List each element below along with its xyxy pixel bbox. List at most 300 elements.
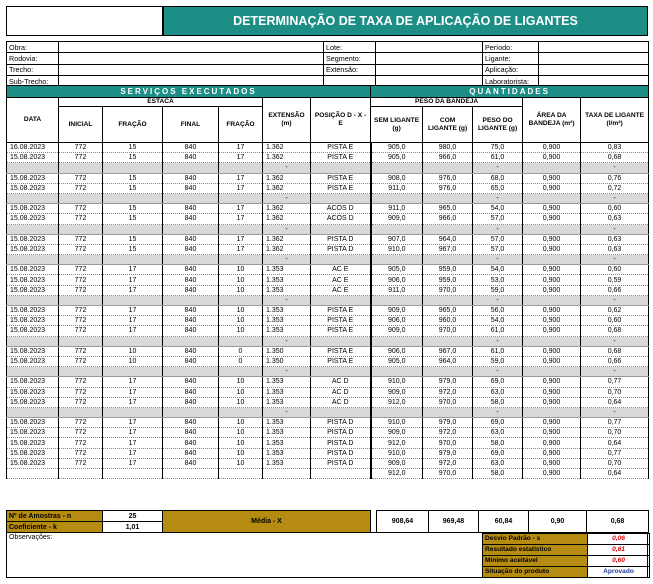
table-cell[interactable]: 907,0 <box>371 234 423 244</box>
table-cell[interactable]: 0,76 <box>581 173 649 183</box>
table-cell[interactable]: 1.362 <box>263 244 311 254</box>
table-cell[interactable]: ACOS D <box>311 214 371 224</box>
table-cell[interactable]: 17 <box>103 418 163 428</box>
table-cell[interactable]: 15.08.2023 <box>7 244 59 254</box>
table-cell[interactable]: 15 <box>103 173 163 183</box>
table-cell[interactable]: 0,68 <box>581 326 649 336</box>
table-cell[interactable]: 58,0 <box>473 438 523 448</box>
table-cell[interactable]: 772 <box>59 438 103 448</box>
table-cell[interactable]: 65,0 <box>473 183 523 193</box>
table-cell[interactable]: 0,900 <box>523 448 581 458</box>
table-cell[interactable]: 15 <box>103 143 163 153</box>
table-cell[interactable]: 840 <box>163 316 219 326</box>
table-cell[interactable]: 10 <box>219 275 263 285</box>
table-cell[interactable]: 57,0 <box>473 244 523 254</box>
table-cell[interactable]: 17 <box>103 438 163 448</box>
table-cell[interactable]: 0 <box>219 346 263 356</box>
table-cell[interactable]: 0,64 <box>581 469 649 479</box>
table-cell[interactable]: 10 <box>219 377 263 387</box>
table-cell[interactable]: 840 <box>163 418 219 428</box>
table-cell[interactable]: 0,900 <box>523 275 581 285</box>
table-cell[interactable]: 10 <box>219 448 263 458</box>
table-cell[interactable]: 69,0 <box>473 418 523 428</box>
table-cell[interactable]: 61,0 <box>473 153 523 163</box>
table-cell[interactable]: 15.08.2023 <box>7 306 59 316</box>
table-cell[interactable]: 10 <box>219 306 263 316</box>
table-cell[interactable]: 0,900 <box>523 387 581 397</box>
table-cell[interactable]: 772 <box>59 153 103 163</box>
table-cell[interactable]: 905,0 <box>371 153 423 163</box>
table-cell[interactable]: 772 <box>59 173 103 183</box>
table-cell[interactable]: 772 <box>59 316 103 326</box>
table-cell[interactable]: 972,0 <box>423 458 473 468</box>
table-cell[interactable]: 1.362 <box>263 183 311 193</box>
table-cell[interactable]: 15.08.2023 <box>7 438 59 448</box>
table-cell[interactable]: 772 <box>59 285 103 295</box>
table-cell[interactable]: 15 <box>103 234 163 244</box>
table-cell[interactable]: 909,0 <box>371 214 423 224</box>
table-cell[interactable]: 10 <box>219 428 263 438</box>
table-cell[interactable]: 0,900 <box>523 356 581 366</box>
table-cell[interactable]: 15.08.2023 <box>7 183 59 193</box>
table-cell[interactable]: 15.08.2023 <box>7 316 59 326</box>
table-cell[interactable]: 15.08.2023 <box>7 204 59 214</box>
table-cell[interactable]: 980,0 <box>423 143 473 153</box>
table-cell[interactable]: 772 <box>59 346 103 356</box>
table-cell[interactable]: 0,900 <box>523 346 581 356</box>
table-cell[interactable]: 53,0 <box>473 275 523 285</box>
table-cell[interactable]: 61,0 <box>473 326 523 336</box>
table-cell[interactable]: 56,0 <box>473 306 523 316</box>
table-cell[interactable]: 964,0 <box>423 234 473 244</box>
table-cell[interactable]: 772 <box>59 326 103 336</box>
table-cell[interactable]: 772 <box>59 234 103 244</box>
table-cell[interactable]: 0,900 <box>523 326 581 336</box>
table-cell[interactable]: 1.362 <box>263 234 311 244</box>
table-cell[interactable]: 17 <box>103 428 163 438</box>
table-cell[interactable]: 840 <box>163 448 219 458</box>
table-cell[interactable]: 910,0 <box>371 448 423 458</box>
table-cell[interactable]: 970,0 <box>423 397 473 407</box>
table-cell[interactable]: 909,0 <box>371 458 423 468</box>
table-cell[interactable]: 906,0 <box>371 316 423 326</box>
table-cell[interactable] <box>7 469 59 479</box>
table-cell[interactable]: 840 <box>163 204 219 214</box>
table-cell[interactable]: 840 <box>163 326 219 336</box>
table-cell[interactable]: PISTA E <box>311 346 371 356</box>
table-cell[interactable]: 0,83 <box>581 143 649 153</box>
table-cell[interactable]: 15.08.2023 <box>7 387 59 397</box>
table-cell[interactable]: 17 <box>103 448 163 458</box>
table-cell[interactable]: 1.353 <box>263 438 311 448</box>
table-cell[interactable]: 58,0 <box>473 469 523 479</box>
table-cell[interactable]: 1.362 <box>263 173 311 183</box>
table-cell[interactable]: 840 <box>163 173 219 183</box>
table-cell[interactable]: 10 <box>219 418 263 428</box>
table-cell[interactable]: PISTA D <box>311 438 371 448</box>
table-cell[interactable]: 10 <box>219 265 263 275</box>
table-cell[interactable]: 10 <box>219 438 263 448</box>
table-cell[interactable]: 0,900 <box>523 244 581 254</box>
table-cell[interactable]: 17 <box>103 326 163 336</box>
table-cell[interactable]: 976,0 <box>423 173 473 183</box>
table-cell[interactable]: 0,64 <box>581 438 649 448</box>
table-cell[interactable]: 1.350 <box>263 346 311 356</box>
table-cell[interactable]: 772 <box>59 448 103 458</box>
table-cell[interactable]: 0,72 <box>581 183 649 193</box>
table-cell[interactable]: PISTA E <box>311 153 371 163</box>
table-cell[interactable]: 10 <box>103 346 163 356</box>
table-cell[interactable]: 966,0 <box>423 214 473 224</box>
table-cell[interactable]: 17 <box>103 316 163 326</box>
table-cell[interactable]: 10 <box>219 326 263 336</box>
table-cell[interactable]: 912,0 <box>371 469 423 479</box>
table-cell[interactable]: 15.08.2023 <box>7 173 59 183</box>
table-cell[interactable]: 15.08.2023 <box>7 346 59 356</box>
table-cell[interactable]: 964,0 <box>423 356 473 366</box>
table-cell[interactable]: 979,0 <box>423 448 473 458</box>
table-cell[interactable]: 976,0 <box>423 183 473 193</box>
table-cell[interactable]: 10 <box>219 458 263 468</box>
ligante-value[interactable] <box>539 53 649 64</box>
table-cell[interactable]: 15.08.2023 <box>7 275 59 285</box>
table-cell[interactable]: 840 <box>163 244 219 254</box>
table-cell[interactable]: 840 <box>163 265 219 275</box>
table-cell[interactable]: 17 <box>219 204 263 214</box>
table-cell[interactable]: 1.353 <box>263 275 311 285</box>
table-cell[interactable]: 0,60 <box>581 204 649 214</box>
table-cell[interactable]: 0,70 <box>581 458 649 468</box>
table-cell[interactable]: 908,0 <box>371 173 423 183</box>
table-cell[interactable]: 912,0 <box>371 397 423 407</box>
table-cell[interactable]: 840 <box>163 397 219 407</box>
aplicacao-value[interactable] <box>539 64 649 75</box>
table-cell[interactable]: 17 <box>103 265 163 275</box>
table-cell[interactable]: 0,900 <box>523 285 581 295</box>
table-cell[interactable]: 0,900 <box>523 397 581 407</box>
table-cell[interactable]: 15.08.2023 <box>7 285 59 295</box>
table-cell[interactable]: 1.353 <box>263 306 311 316</box>
table-cell[interactable]: AC E <box>311 265 371 275</box>
table-cell[interactable]: 1.362 <box>263 153 311 163</box>
table-cell[interactable]: 59,0 <box>473 356 523 366</box>
table-cell[interactable]: 772 <box>59 356 103 366</box>
table-cell[interactable]: 69,0 <box>473 377 523 387</box>
table-cell[interactable]: 0,60 <box>581 316 649 326</box>
table-cell[interactable]: 772 <box>59 387 103 397</box>
table-cell[interactable]: 54,0 <box>473 204 523 214</box>
table-cell[interactable]: 909,0 <box>371 326 423 336</box>
table-cell[interactable]: 15.08.2023 <box>7 418 59 428</box>
table-cell[interactable] <box>163 469 219 479</box>
table-cell[interactable]: 17 <box>219 173 263 183</box>
table-cell[interactable]: 0,900 <box>523 234 581 244</box>
table-cell[interactable]: 17 <box>103 306 163 316</box>
table-cell[interactable]: 959,0 <box>423 265 473 275</box>
table-cell[interactable]: 0,900 <box>523 183 581 193</box>
table-cell[interactable]: 1.350 <box>263 356 311 366</box>
table-cell[interactable]: 840 <box>163 438 219 448</box>
table-cell[interactable]: PISTA E <box>311 143 371 153</box>
rodovia-value[interactable] <box>59 53 324 64</box>
table-cell[interactable]: 967,0 <box>423 346 473 356</box>
table-cell[interactable]: PISTA D <box>311 448 371 458</box>
table-cell[interactable]: 840 <box>163 234 219 244</box>
table-cell[interactable]: 15.08.2023 <box>7 265 59 275</box>
table-cell[interactable]: 10 <box>103 356 163 366</box>
table-cell[interactable]: 972,0 <box>423 387 473 397</box>
table-cell[interactable]: 17 <box>103 397 163 407</box>
table-cell[interactable]: 63,0 <box>473 458 523 468</box>
table-cell[interactable]: 1.353 <box>263 285 311 295</box>
table-cell[interactable]: 840 <box>163 387 219 397</box>
table-cell[interactable]: 75,0 <box>473 143 523 153</box>
table-cell[interactable]: 0,59 <box>581 275 649 285</box>
table-cell[interactable]: 54,0 <box>473 316 523 326</box>
table-cell[interactable]: 979,0 <box>423 377 473 387</box>
table-cell[interactable]: 15 <box>103 153 163 163</box>
table-cell[interactable]: 54,0 <box>473 265 523 275</box>
table-cell[interactable]: 15.08.2023 <box>7 458 59 468</box>
table-cell[interactable]: 15.08.2023 <box>7 448 59 458</box>
table-cell[interactable]: AC D <box>311 387 371 397</box>
observations-box[interactable] <box>6 532 648 578</box>
table-cell[interactable]: 10 <box>219 397 263 407</box>
table-cell[interactable]: 15 <box>103 214 163 224</box>
table-cell[interactable]: 0,77 <box>581 377 649 387</box>
table-cell[interactable]: 1.353 <box>263 326 311 336</box>
table-cell[interactable]: 966,0 <box>423 153 473 163</box>
table-cell[interactable]: 0,900 <box>523 418 581 428</box>
table-cell[interactable]: PISTA D <box>311 428 371 438</box>
table-cell[interactable]: 905,0 <box>371 265 423 275</box>
table-cell[interactable]: 772 <box>59 306 103 316</box>
table-cell[interactable]: 0,77 <box>581 418 649 428</box>
table-cell[interactable]: 10 <box>219 387 263 397</box>
table-cell[interactable]: 17 <box>103 458 163 468</box>
table-cell[interactable]: 772 <box>59 275 103 285</box>
table-cell[interactable]: 15.08.2023 <box>7 234 59 244</box>
table-cell[interactable]: 15 <box>103 183 163 193</box>
table-cell[interactable]: 1.353 <box>263 418 311 428</box>
table-cell[interactable]: 1.353 <box>263 387 311 397</box>
table-cell[interactable]: 840 <box>163 346 219 356</box>
table-cell[interactable]: 772 <box>59 143 103 153</box>
table-cell[interactable]: 59,0 <box>473 285 523 295</box>
table-cell[interactable]: 0,63 <box>581 214 649 224</box>
table-cell[interactable]: 1.362 <box>263 143 311 153</box>
table-cell[interactable]: 772 <box>59 244 103 254</box>
table-cell[interactable]: 68,0 <box>473 173 523 183</box>
table-cell[interactable]: 0,68 <box>581 153 649 163</box>
table-cell[interactable]: 912,0 <box>371 438 423 448</box>
table-cell[interactable]: 911,0 <box>371 285 423 295</box>
table-cell[interactable]: 840 <box>163 285 219 295</box>
lote-value[interactable] <box>376 42 483 53</box>
table-cell[interactable]: 772 <box>59 204 103 214</box>
table-cell[interactable]: 0,900 <box>523 306 581 316</box>
table-cell[interactable]: 0,900 <box>523 265 581 275</box>
table-cell[interactable]: 0,900 <box>523 214 581 224</box>
table-cell[interactable]: 979,0 <box>423 418 473 428</box>
table-cell[interactable]: 17 <box>103 377 163 387</box>
table-cell[interactable]: 909,0 <box>371 428 423 438</box>
table-cell[interactable]: 0,77 <box>581 448 649 458</box>
table-cell[interactable] <box>311 469 371 479</box>
table-cell[interactable]: 61,0 <box>473 346 523 356</box>
table-cell[interactable]: 17 <box>219 214 263 224</box>
table-cell[interactable]: 960,0 <box>423 316 473 326</box>
table-cell[interactable]: AC E <box>311 275 371 285</box>
table-cell[interactable]: 970,0 <box>423 469 473 479</box>
table-cell[interactable]: 0,900 <box>523 428 581 438</box>
trecho-value[interactable] <box>59 64 324 75</box>
table-cell[interactable]: 840 <box>163 214 219 224</box>
table-cell[interactable]: 17 <box>103 275 163 285</box>
table-cell[interactable]: 970,0 <box>423 438 473 448</box>
table-cell[interactable]: 1.353 <box>263 377 311 387</box>
table-cell[interactable]: 17 <box>219 153 263 163</box>
table-cell[interactable]: 840 <box>163 306 219 316</box>
table-cell[interactable]: 772 <box>59 397 103 407</box>
table-cell[interactable]: 911,0 <box>371 183 423 193</box>
table-cell[interactable]: 15.08.2023 <box>7 214 59 224</box>
table-cell[interactable]: 63,0 <box>473 428 523 438</box>
table-cell[interactable]: 910,0 <box>371 418 423 428</box>
table-cell[interactable]: PISTA D <box>311 244 371 254</box>
table-cell[interactable]: 772 <box>59 458 103 468</box>
table-cell[interactable]: 905,0 <box>371 356 423 366</box>
table-cell[interactable]: 906,0 <box>371 346 423 356</box>
table-cell[interactable]: PISTA E <box>311 326 371 336</box>
table-cell[interactable]: 972,0 <box>423 428 473 438</box>
table-cell[interactable]: 0,66 <box>581 285 649 295</box>
table-cell[interactable]: 57,0 <box>473 234 523 244</box>
table-cell[interactable]: AC D <box>311 377 371 387</box>
table-cell[interactable]: 0,70 <box>581 387 649 397</box>
table-cell[interactable]: 15.08.2023 <box>7 428 59 438</box>
table-cell[interactable]: 0,900 <box>523 469 581 479</box>
table-cell[interactable]: 0,900 <box>523 204 581 214</box>
table-cell[interactable]: 840 <box>163 428 219 438</box>
table-cell[interactable] <box>263 469 311 479</box>
table-cell[interactable]: 965,0 <box>423 204 473 214</box>
table-cell[interactable]: 69,0 <box>473 448 523 458</box>
segmento-value[interactable] <box>376 53 483 64</box>
table-cell[interactable]: 15.08.2023 <box>7 153 59 163</box>
table-cell[interactable]: 0,64 <box>581 397 649 407</box>
table-cell[interactable]: 0,63 <box>581 244 649 254</box>
table-cell[interactable]: 1.353 <box>263 316 311 326</box>
table-cell[interactable]: 0,60 <box>581 265 649 275</box>
table-cell[interactable]: 772 <box>59 214 103 224</box>
table-cell[interactable]: 840 <box>163 143 219 153</box>
table-cell[interactable] <box>103 469 163 479</box>
table-cell[interactable]: 1.362 <box>263 204 311 214</box>
table-cell[interactable]: 15.08.2023 <box>7 377 59 387</box>
table-cell[interactable]: 910,0 <box>371 377 423 387</box>
table-cell[interactable]: 772 <box>59 428 103 438</box>
table-cell[interactable]: 10 <box>219 285 263 295</box>
table-cell[interactable]: 840 <box>163 153 219 163</box>
table-cell[interactable]: 1.353 <box>263 428 311 438</box>
table-cell[interactable]: 0,900 <box>523 377 581 387</box>
table-cell[interactable]: 15 <box>103 204 163 214</box>
table-cell[interactable]: 906,0 <box>371 275 423 285</box>
table-cell[interactable]: 965,0 <box>423 306 473 316</box>
table-cell[interactable]: 0,68 <box>581 346 649 356</box>
table-cell[interactable]: 17 <box>219 244 263 254</box>
table-cell[interactable]: 772 <box>59 418 103 428</box>
table-cell[interactable]: 0,900 <box>523 173 581 183</box>
table-cell[interactable]: 0,66 <box>581 356 649 366</box>
table-cell[interactable]: 0,900 <box>523 153 581 163</box>
table-cell[interactable]: 910,0 <box>371 244 423 254</box>
table-cell[interactable]: 911,0 <box>371 204 423 214</box>
table-cell[interactable]: 840 <box>163 458 219 468</box>
table-cell[interactable]: 0,62 <box>581 306 649 316</box>
table-cell[interactable]: 15.08.2023 <box>7 397 59 407</box>
table-cell[interactable]: PISTA E <box>311 183 371 193</box>
table-cell[interactable]: 10 <box>219 316 263 326</box>
table-cell[interactable]: 772 <box>59 377 103 387</box>
periodo-value[interactable] <box>539 42 649 53</box>
table-cell[interactable]: 1.353 <box>263 265 311 275</box>
table-cell[interactable]: ACOS D <box>311 204 371 214</box>
table-cell[interactable]: AC E <box>311 285 371 295</box>
table-cell[interactable]: 1.353 <box>263 448 311 458</box>
table-cell[interactable]: 970,0 <box>423 326 473 336</box>
table-cell[interactable] <box>219 469 263 479</box>
table-cell[interactable]: 17 <box>219 234 263 244</box>
table-cell[interactable]: 0,900 <box>523 316 581 326</box>
table-cell[interactable]: 909,0 <box>371 387 423 397</box>
table-cell[interactable]: AC D <box>311 397 371 407</box>
table-cell[interactable]: 967,0 <box>423 244 473 254</box>
table-cell[interactable]: PISTA D <box>311 234 371 244</box>
table-cell[interactable]: 57,0 <box>473 214 523 224</box>
table-cell[interactable]: PISTA E <box>311 356 371 366</box>
table-cell[interactable]: PISTA E <box>311 306 371 316</box>
table-cell[interactable]: 17 <box>103 387 163 397</box>
table-cell[interactable]: 959,0 <box>423 275 473 285</box>
table-cell[interactable]: 16.08.2023 <box>7 143 59 153</box>
table-cell[interactable]: PISTA E <box>311 173 371 183</box>
table-cell[interactable] <box>59 469 103 479</box>
table-cell[interactable]: 17 <box>219 183 263 193</box>
table-cell[interactable]: 1.353 <box>263 397 311 407</box>
table-cell[interactable]: PISTA E <box>311 316 371 326</box>
table-cell[interactable]: 909,0 <box>371 306 423 316</box>
table-cell[interactable]: 1.353 <box>263 458 311 468</box>
table-cell[interactable]: 840 <box>163 183 219 193</box>
table-cell[interactable]: 0,70 <box>581 428 649 438</box>
table-cell[interactable]: 0,900 <box>523 438 581 448</box>
table-cell[interactable]: 0,63 <box>581 234 649 244</box>
table-cell[interactable]: 15.08.2023 <box>7 356 59 366</box>
table-cell[interactable]: 0,900 <box>523 458 581 468</box>
table-cell[interactable]: PISTA D <box>311 458 371 468</box>
table-cell[interactable]: 17 <box>103 285 163 295</box>
table-cell[interactable]: 840 <box>163 356 219 366</box>
table-cell[interactable]: 772 <box>59 265 103 275</box>
table-cell[interactable]: 840 <box>163 275 219 285</box>
table-cell[interactable]: 0,900 <box>523 143 581 153</box>
table-cell[interactable]: 970,0 <box>423 285 473 295</box>
table-cell[interactable]: 0 <box>219 356 263 366</box>
obra-value[interactable] <box>59 42 324 53</box>
table-cell[interactable]: 63,0 <box>473 387 523 397</box>
